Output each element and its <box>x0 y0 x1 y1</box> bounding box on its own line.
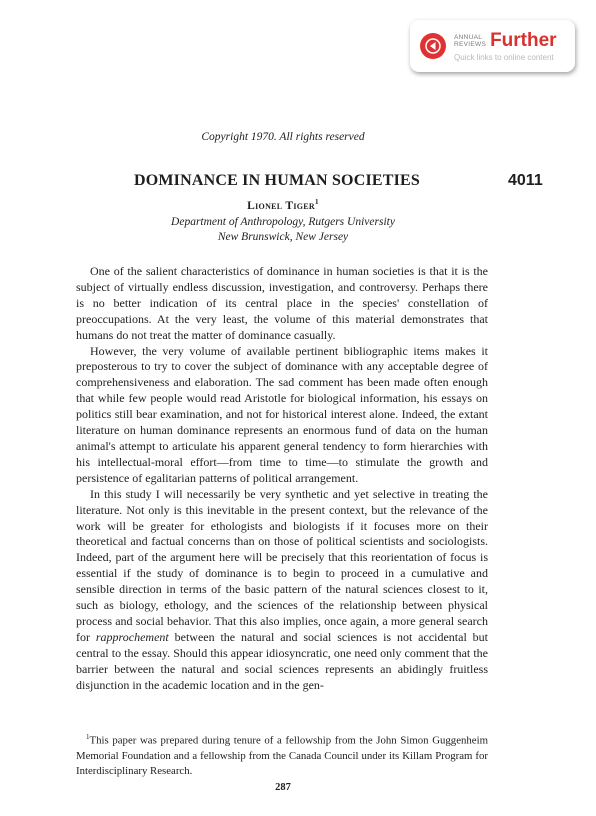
copyright-notice: Copyright 1970. All rights reserved <box>201 131 365 143</box>
badge-brand <box>454 34 486 48</box>
author-name-text: Lionel Tiger <box>247 199 316 212</box>
paragraph-3 <box>76 487 488 694</box>
footnote <box>76 730 488 779</box>
footnote-paragraph <box>76 730 488 779</box>
annual-reviews-further-badge[interactable] <box>410 20 575 72</box>
page-code: 4011 <box>508 172 543 189</box>
affiliation-line-1: Department of Anthropology, Rutgers University <box>171 216 395 228</box>
annual-reviews-logo-icon <box>420 33 446 59</box>
author-footnote-mark: 1 <box>315 198 319 206</box>
badge-further-label: Further <box>490 29 557 51</box>
paragraph-1: One of the salient characteristics of dominance in human societies is that it is the subject of virtually endless discussion, investigation, and controversy. Perhaps there is no better indication of its central place in the species' constellation of preoccupations. At the very least, the volume of this material demonstrates that humans do not treat the matter of dominance casually. <box>76 264 488 342</box>
author-name <box>0 198 566 212</box>
badge-reviews-label: REVIEWS <box>454 40 487 48</box>
badge-annual-label: ANNUAL <box>454 33 483 41</box>
paragraph-3-part-1: In this study I will necessarily be very synthetic and yet selective in treating the literature. Not only is this inevitable in the present context, but the relevance of the work will be greater for ethologists and biologists if it focuses more on their theoretical and factual concerns than on those of political scientists and sociologists. Indeed, part of the argument here will be precisely that this reorientation of focus is essential if the study of dominance is to begin to proceed in a cumulative and sensible direction in terms of the basic pattern of the natural sciences closest to it, such as biology, ethology, and the sciences of the relationship between physical process and social behavior. That this also implies, once again, a more general search for <box>76 486 488 644</box>
badge-text <box>454 31 557 62</box>
footnote-mark: 1 <box>86 733 90 741</box>
article-title: DOMINANCE IN HUMAN SOCIETIES <box>133 172 421 189</box>
affiliation-line-2: New Brunswick, New Jersey <box>217 231 349 243</box>
paragraph-3-part-2: between the natural and social sciences is not accidental but central to the essay. Should this appear idiosyncratic, one need only comment that the barrier between the natural and social sciences represents an abidingly fruitless disjunction in the academic location and in the gen- <box>76 629 489 692</box>
badge-subtitle: Quick links to online content <box>454 52 554 62</box>
article-body <box>76 264 488 693</box>
page-number: 287 <box>275 782 291 793</box>
paragraph-2: However, the very volume of available pertinent bibliographic items makes it preposterous to try to cover the subject of dominance with any acceptable degree of comprehensiveness and elaboration. The sad comment has been made often enough that while few people would read Aristotle for biological information, his essays on politics still bear examination, and not for historical interest alone. Indeed, the extant literature on human dominance represents an enormous fund of data on the human animal's attempt to articulate his apparent general tendency to form hierarchies with his intellectual-moral effort—from time to time—to stimulate the growth and persistence of egalitarian patterns of political arrangement. <box>76 343 488 485</box>
footnote-text: This paper was prepared during tenure of a fellowship from the John Simon Guggenheim Memorial Foundation and a fellowship from the Canada Council under its Killam Program for Interdisciplinary Research. <box>76 734 488 777</box>
paragraph-3-emphasis: rapprochement <box>95 629 169 644</box>
